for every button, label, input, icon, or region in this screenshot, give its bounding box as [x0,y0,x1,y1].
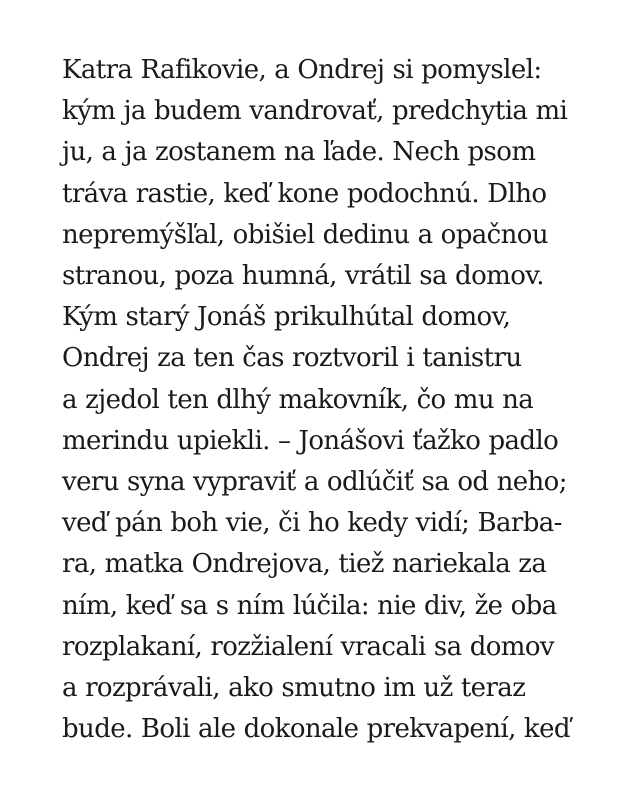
text-line: Kým starý Jonáš prikulhútal domov, [62,302,511,333]
text-line: Ondrej za ten čas roztvoril i tanistru [62,343,522,374]
text-line: tráva rastie, keď kone podochnú. Dlho [62,178,547,209]
text-line: rozplakaní, rozžialení vracali sa domov [62,631,554,662]
text-line: stranou, poza humná, vrátil sa domov. [62,261,544,292]
text-line: ním, keď sa s ním lúčila: nie div, že oba [62,590,557,621]
text-line: ju, a ja zostanem na ľade. Nech psom [62,137,536,168]
text-line: veru syna vypraviť a odlúčiť sa od neho; [62,467,567,498]
text-line: ra, matka Ondrejova, tiež nariekala za [62,549,547,580]
text-line: veď pán boh vie, či ho kedy vidí; Barba- [62,508,562,539]
text-line: bude. Boli ale dokonale prekvapení, keď [62,714,570,745]
text-line: kým ja budem vandrovať, predchytia mi [62,96,568,127]
text-line: a zjedol ten dlhý makovník, čo mu na [62,384,534,415]
body-text [62,50,622,750]
text-line: a rozprávali, ako smutno im už teraz [62,673,526,704]
text-line: nepremýšľal, obišiel dedinu a opačnou [62,219,548,250]
text-line: merindu upiekli. – Jonášovi ťažko padlo [62,425,559,456]
text-line: Katra Rafikovie, a Ondrej si pomyslel: [62,55,542,85]
